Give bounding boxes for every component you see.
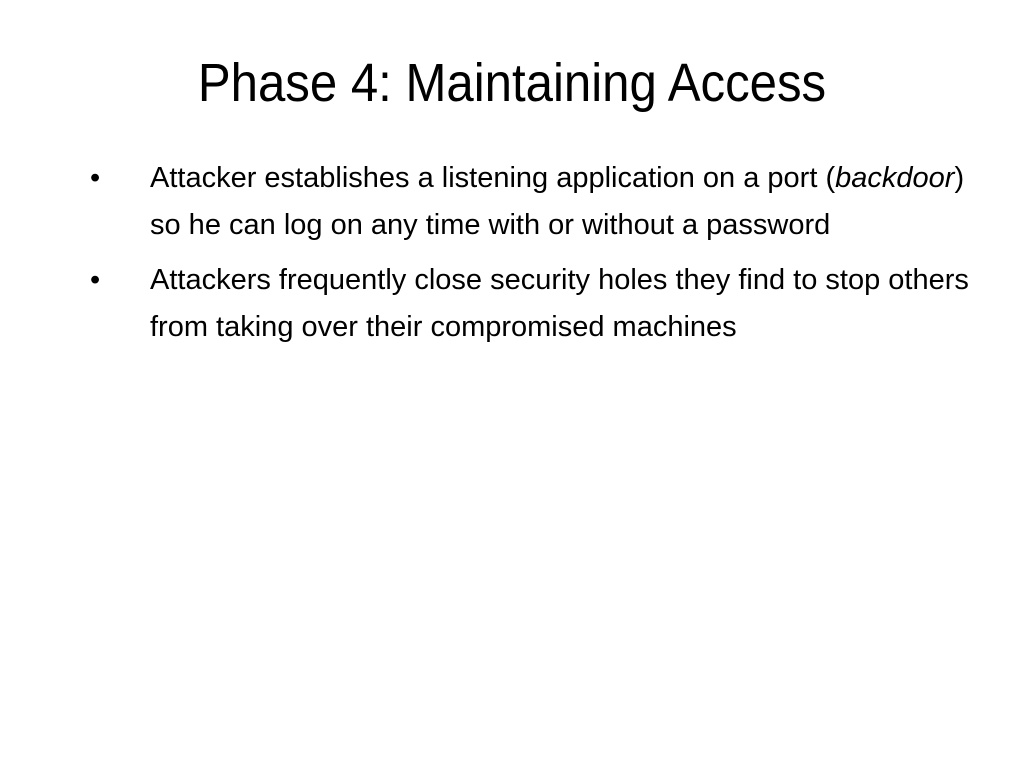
bullet-text-part: Attacker establishes a listening application on a port (	[150, 162, 836, 194]
bullet-icon: •	[90, 162, 101, 194]
bullet-icon: •	[90, 264, 101, 296]
bullet-item	[84, 257, 984, 351]
bullet-text-part: ) so he can log on any time with or without a password	[150, 162, 965, 241]
slide-title: Phase 4: Maintaining Access	[197, 53, 827, 113]
bullet-text: Attackers frequently close security holes they find to stop others from taking over their compromised machines	[150, 264, 969, 343]
bullet-item	[84, 155, 984, 249]
bullet-text	[150, 162, 964, 241]
bullet-emphasis: backdoor	[835, 162, 955, 194]
bullet-list	[84, 155, 984, 359]
